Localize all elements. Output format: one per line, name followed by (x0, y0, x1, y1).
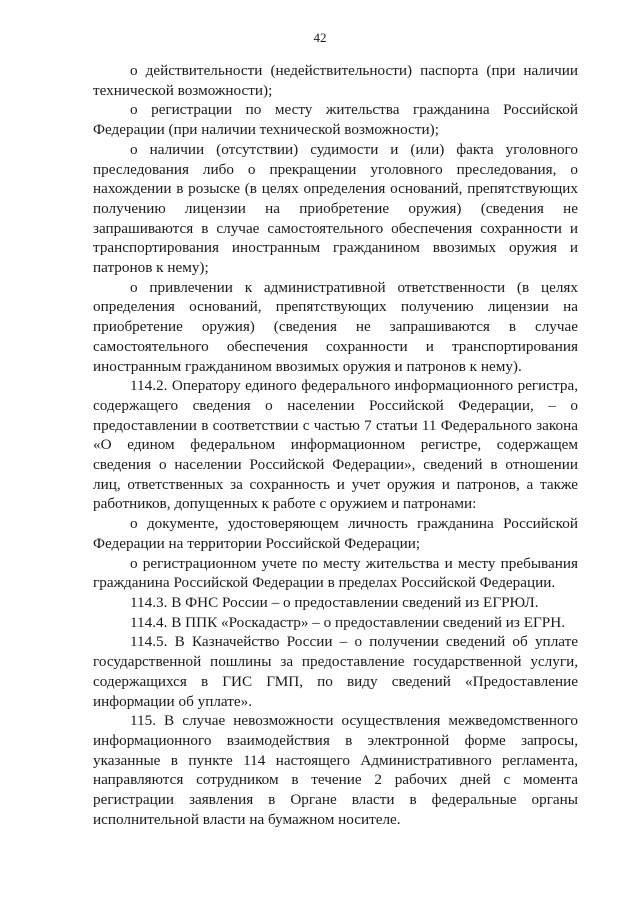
paragraph-residence-registration: о регистрации по месту жительства гражданина Российской Федерации (при наличии технической возможности); (93, 101, 578, 139)
paragraph-114-3: 114.3. В ФНС России – о предоставлении сведений из ЕГРЮЛ. (130, 593, 539, 611)
paragraph-114-4: 114.4. В ППК «Роскадастр» – о предоставлении сведений из ЕГРН. (130, 613, 565, 631)
paragraph-registration-record: о регистрационном учете по месту жительства и месту пребывания гражданина Российской Федерации в пределах Российской Федерации. (93, 554, 578, 592)
document-body (93, 61, 578, 829)
paragraph-115: 115. В случае невозможности осуществления межведомственного информационного взаимодействия в электронной форме запросы, указанные в пункте 114 настоящего Административного регламента, направляются сотрудником в течение 2 рабочих дней с момента регистрации заявления в Органе власти в федеральные органы исполнительной власти на бумажном носителе. (93, 712, 578, 828)
page-number: 42 (313, 30, 327, 45)
paragraph-114-5: 114.5. В Казначейство России – о получении сведений об уплате государственной пошлины за предоставление государственной услуги, содержащихся в ГИС ГМП, по виду сведений «Предоставление информации об уплате». (93, 633, 578, 710)
paragraph-criminal-record: о наличии (отсутствии) судимости и (или) факта уголовного преследования либо о прекращении уголовного преследования, о нахождении в розыске (в целях определения оснований, препятствующих получению лицензии на приобретение оружия) (сведения не запрашиваются в случае самостоятельного обеспечения сохранности и транспортирования иностранным гражданином ввозимых оружия и патронов к нему); (93, 140, 578, 277)
paragraph-identity-document: о документе, удостоверяющем личность гражданина Российской Федерации на территории Российской Федерации; (93, 515, 578, 552)
paragraph-administrative-liability: о привлечении к административной ответственности (в целях определения оснований, препятствующих получению лицензии на приобретение оружия) (сведения не запрашиваются в случае самостоятельного обеспечения сохранности и транспортирования иностранным гражданином ввозимых оружия и патронов к нему). (93, 278, 578, 375)
paragraph-114-2: 114.2. Оператору единого федерального информационного регистра, содержащего сведения о населении Российской Федерации, – о предоставлении в соответствии с частью 7 статьи 11 Федерального закона «О едином федеральном информационном регистре, содержащем сведения о населении Российской Федерации», сведений в отношении лиц, ответственных за сохранность и учет оружия и патронов, а также работников, допущенных к работе с оружием и патронами: (93, 377, 578, 513)
paragraph-passport-validity: о действительности (недействительности) паспорта (при наличии технической возможности); (93, 62, 578, 99)
